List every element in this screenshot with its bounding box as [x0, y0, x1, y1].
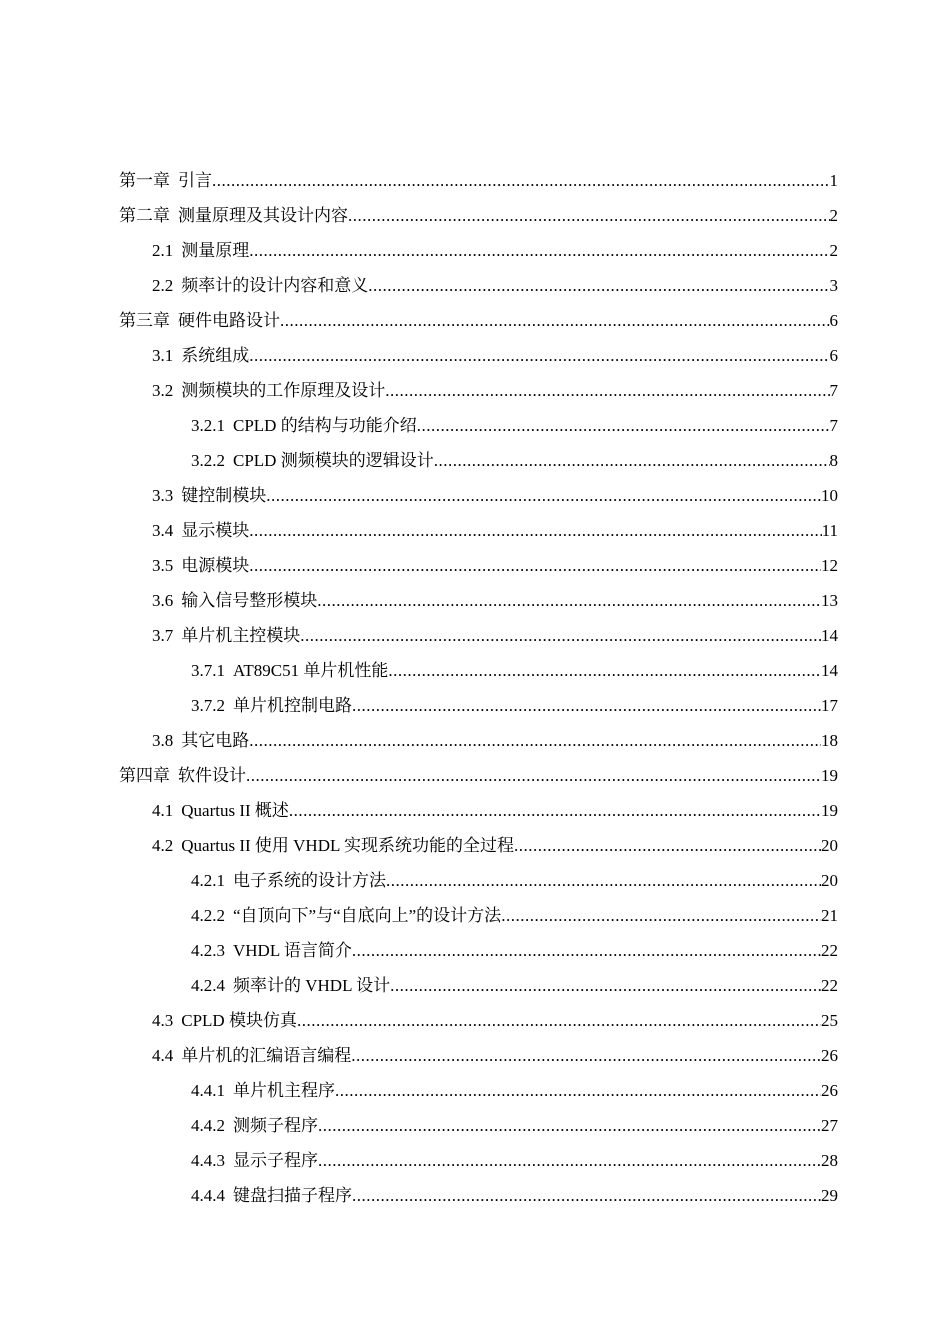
toc-entry-page-number: 20 [821, 836, 838, 855]
toc-entry-page-number: 7 [829, 381, 838, 400]
table-of-contents [0, 163, 950, 1213]
toc-entry[interactable] [0, 653, 950, 688]
toc-entry-number: 3.2.1 [191, 416, 225, 435]
toc-entry-page-number: 10 [821, 486, 838, 505]
toc-entry-title: Quartus II 使用 VHDL 实现系统功能的全过程 [181, 836, 514, 855]
toc-entry-number: 第四章 [119, 766, 170, 785]
toc-entry[interactable] [0, 583, 950, 618]
toc-dot-leader [352, 688, 821, 723]
toc-entry-number: 4.2.4 [191, 976, 225, 995]
toc-entry-number: 3.2 [152, 381, 174, 400]
toc-entry-number: 4.4.4 [191, 1186, 225, 1205]
toc-entry-page-number: 19 [821, 801, 838, 820]
toc-entry-number: 3.3 [152, 486, 174, 505]
toc-entry-page-number: 14 [821, 626, 838, 645]
toc-entry-page-number: 20 [821, 871, 838, 890]
toc-entry[interactable] [0, 233, 950, 268]
toc-entry-title: 单片机主程序 [233, 1081, 335, 1100]
toc-entry-page-number: 2 [829, 206, 838, 225]
toc-entry-title: Quartus II 概述 [181, 801, 289, 820]
toc-entry-page-number: 7 [829, 416, 838, 435]
toc-entry-page-number: 19 [821, 766, 838, 785]
toc-dot-leader [249, 338, 829, 373]
toc-entry-title: CPLD 模块仿真 [181, 1011, 297, 1030]
toc-dot-leader [297, 1003, 821, 1038]
toc-entry-number: 3.6 [152, 591, 174, 610]
toc-entry-page-number: 21 [821, 906, 838, 925]
toc-entry-number: 3.8 [152, 731, 174, 750]
toc-entry-page-number: 13 [821, 591, 838, 610]
toc-entry[interactable] [0, 723, 950, 758]
toc-entry-title: 显示模块 [181, 521, 250, 540]
toc-entry-page-number: 3 [829, 276, 838, 295]
toc-dot-leader [249, 723, 821, 758]
toc-dot-leader [386, 863, 821, 898]
toc-dot-leader [246, 758, 821, 793]
toc-entry[interactable] [0, 793, 950, 828]
toc-entry-number: 3.2.2 [191, 451, 225, 470]
toc-dot-leader [300, 618, 821, 653]
toc-dot-leader [352, 933, 821, 968]
toc-dot-leader [514, 828, 821, 863]
toc-entry[interactable] [0, 338, 950, 373]
toc-dot-leader [368, 268, 829, 303]
toc-entry-number: 4.2.2 [191, 906, 225, 925]
toc-entry[interactable] [0, 933, 950, 968]
toc-entry[interactable] [0, 1108, 950, 1143]
toc-entry-number: 4.2 [152, 836, 174, 855]
toc-entry-number: 第二章 [119, 206, 170, 225]
toc-entry-page-number: 18 [821, 731, 838, 750]
toc-dot-leader [352, 1178, 821, 1213]
toc-entry[interactable] [0, 1073, 950, 1108]
toc-entry-title: 测频模块的工作原理及设计 [181, 381, 386, 400]
toc-entry-title: VHDL 语言简介 [233, 941, 352, 960]
toc-dot-leader [501, 898, 821, 933]
toc-entry[interactable] [0, 198, 950, 233]
toc-entry-title: 单片机控制电路 [233, 696, 352, 715]
toc-entry-page-number: 26 [821, 1081, 838, 1100]
toc-entry-page-number: 17 [821, 696, 838, 715]
toc-entry-number: 2.2 [152, 276, 174, 295]
toc-dot-leader [249, 513, 821, 548]
toc-entry-number: 3.4 [152, 521, 174, 540]
toc-entry[interactable] [0, 688, 950, 723]
toc-entry-title: 测频子程序 [233, 1116, 318, 1135]
toc-entry-number: 4.2.1 [191, 871, 225, 890]
toc-entry[interactable] [0, 163, 950, 198]
toc-entry-title: 电源模块 [181, 556, 250, 575]
toc-entry-number: 3.5 [152, 556, 174, 575]
toc-entry-number: 3.7.1 [191, 661, 225, 680]
toc-dot-leader [417, 408, 830, 443]
toc-entry-number: 3.7.2 [191, 696, 225, 715]
toc-dot-leader [289, 793, 821, 828]
toc-entry[interactable] [0, 548, 950, 583]
toc-entry[interactable] [0, 758, 950, 793]
toc-entry-page-number: 8 [829, 451, 838, 470]
toc-entry[interactable] [0, 408, 950, 443]
toc-dot-leader [318, 1143, 821, 1178]
toc-entry-number: 4.4 [152, 1046, 174, 1065]
toc-dot-leader [385, 373, 829, 408]
toc-entry-page-number: 6 [829, 346, 838, 365]
toc-entry[interactable] [0, 373, 950, 408]
toc-entry-number: 第一章 [119, 171, 170, 190]
toc-entry-title: 测量原理 [181, 241, 250, 260]
toc-entry-title: 单片机主控模块 [181, 626, 301, 645]
toc-dot-leader [351, 1038, 821, 1073]
toc-dot-leader [249, 548, 821, 583]
toc-entry[interactable] [0, 898, 950, 933]
toc-entry[interactable] [0, 968, 950, 1003]
toc-entry-page-number: 6 [829, 311, 838, 330]
toc-dot-leader [249, 233, 829, 268]
toc-entry-title: AT89C51 单片机性能 [233, 661, 389, 680]
toc-entry-number: 4.3 [152, 1011, 174, 1030]
toc-entry[interactable] [0, 303, 950, 338]
toc-dot-leader [212, 163, 830, 198]
toc-dot-leader [388, 653, 821, 688]
toc-entry-number: 3.7 [152, 626, 174, 645]
toc-entry[interactable] [0, 618, 950, 653]
toc-entry[interactable] [0, 268, 950, 303]
toc-entry-title: 系统组成 [181, 346, 250, 365]
toc-entry[interactable] [0, 863, 950, 898]
toc-entry-title: 显示子程序 [233, 1151, 318, 1170]
toc-entry[interactable] [0, 443, 950, 478]
toc-entry-page-number: 14 [821, 661, 838, 680]
toc-entry-page-number: 29 [821, 1186, 838, 1205]
toc-entry[interactable] [0, 1038, 950, 1073]
toc-entry-number: 第三章 [119, 311, 170, 330]
toc-entry[interactable] [0, 478, 950, 513]
toc-entry-title: “自顶向下”与“自底向上”的设计方法 [233, 906, 502, 925]
toc-entry-page-number: 12 [821, 556, 838, 575]
toc-dot-leader [335, 1073, 821, 1108]
toc-entry-number: 3.1 [152, 346, 174, 365]
toc-entry-page-number: 27 [821, 1116, 838, 1135]
toc-entry[interactable] [0, 1178, 950, 1213]
toc-entry[interactable] [0, 1143, 950, 1178]
toc-dot-leader [317, 583, 821, 618]
toc-entry-page-number: 26 [821, 1046, 838, 1065]
toc-entry-title: CPLD 测频模块的逻辑设计 [233, 451, 434, 470]
toc-entry-number: 4.4.3 [191, 1151, 225, 1170]
toc-entry-page-number: 11 [821, 521, 838, 540]
toc-entry[interactable] [0, 1003, 950, 1038]
toc-entry-page-number: 25 [821, 1011, 838, 1030]
toc-entry-number: 4.4.1 [191, 1081, 225, 1100]
toc-entry-title: 键控制模块 [181, 486, 267, 505]
toc-entry-title: 频率计的设计内容和意义 [181, 276, 369, 295]
toc-entry-title: 频率计的 VHDL 设计 [233, 976, 391, 995]
toc-entry-title: 硬件电路设计 [178, 311, 280, 330]
toc-dot-leader [318, 1108, 821, 1143]
toc-entry-title: 单片机的汇编语言编程 [181, 1046, 352, 1065]
toc-entry-title: 键盘扫描子程序 [233, 1186, 352, 1205]
toc-entry-title: 引言 [178, 171, 212, 190]
toc-entry-page-number: 22 [821, 941, 838, 960]
toc-entry-title: 输入信号整形模块 [181, 591, 318, 610]
toc-dot-leader [280, 303, 830, 338]
toc-dot-leader [266, 478, 821, 513]
toc-entry-number: 2.1 [152, 241, 174, 260]
toc-dot-leader [390, 968, 821, 1003]
toc-entry-page-number: 2 [829, 241, 838, 260]
toc-entry-number: 4.4.2 [191, 1116, 225, 1135]
toc-entry-title: 软件设计 [178, 766, 246, 785]
toc-entry[interactable] [0, 513, 950, 548]
toc-entry-number: 4.2.3 [191, 941, 225, 960]
toc-entry-page-number: 28 [821, 1151, 838, 1170]
toc-entry[interactable] [0, 828, 950, 863]
toc-dot-leader [348, 198, 830, 233]
toc-entry-page-number: 22 [821, 976, 838, 995]
toc-entry-title: 测量原理及其设计内容 [178, 206, 348, 225]
toc-entry-title: 其它电路 [181, 731, 250, 750]
toc-entry-number: 4.1 [152, 801, 174, 820]
toc-entry-page-number: 1 [829, 171, 838, 190]
toc-dot-leader [434, 443, 830, 478]
toc-entry-title: CPLD 的结构与功能介绍 [233, 416, 417, 435]
toc-entry-title: 电子系统的设计方法 [233, 871, 386, 890]
